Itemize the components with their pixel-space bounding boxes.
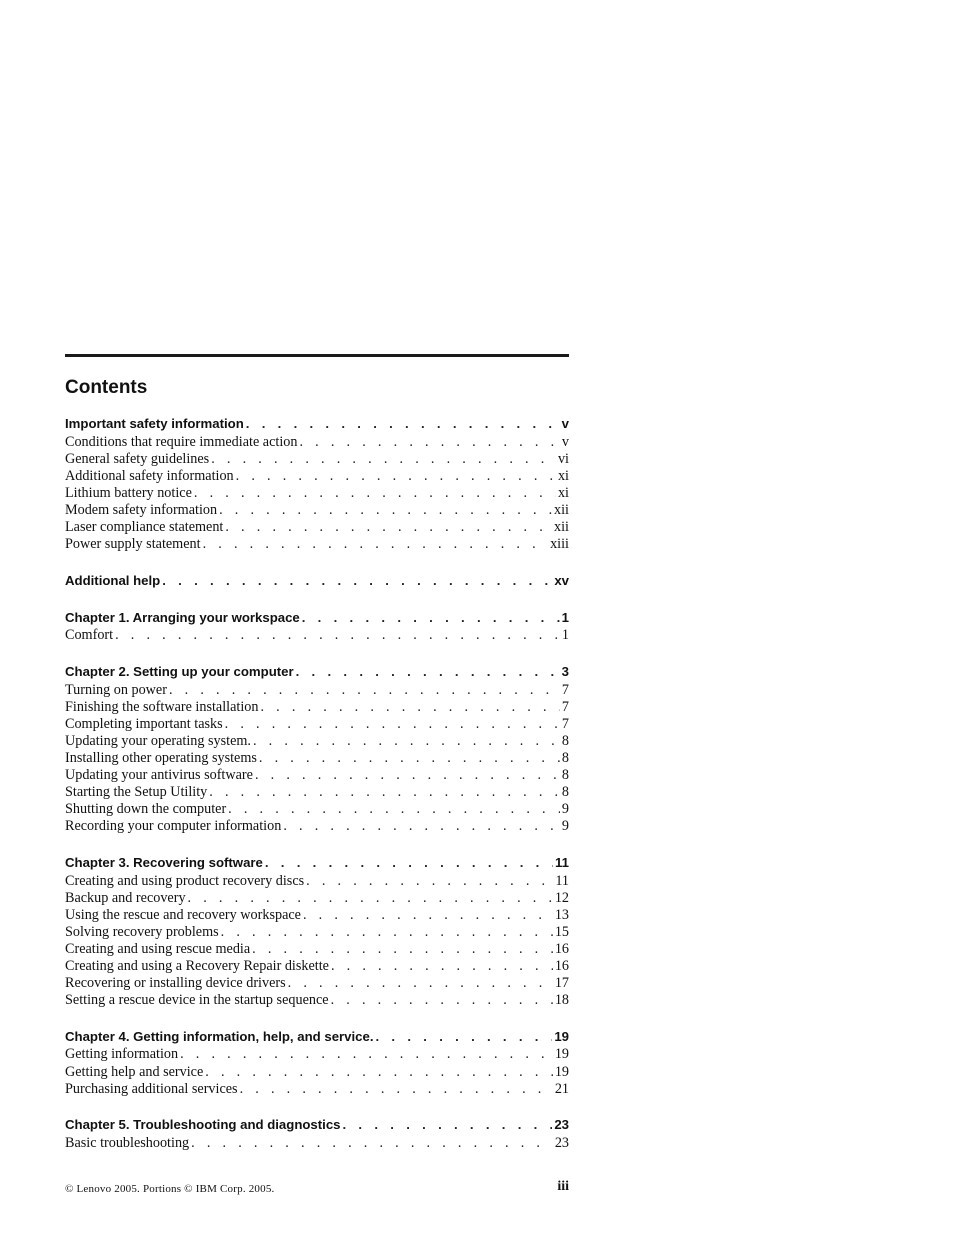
toc-entry-label: Basic troubleshooting <box>65 1134 190 1151</box>
toc-entry-label: Updating your antivirus software <box>65 767 253 784</box>
dot-leader <box>203 1064 553 1081</box>
toc-entry-label: Completing important tasks <box>65 715 223 732</box>
dot-leader <box>207 784 560 801</box>
toc-page-number: 23 <box>554 1134 569 1151</box>
toc-entry-label: Modem safety information <box>65 501 218 518</box>
toc-page-number: 7 <box>561 681 569 698</box>
toc-entry-label: Getting help and service <box>65 1063 204 1080</box>
toc-page-number: 1 <box>561 609 569 625</box>
dot-leader <box>258 699 559 716</box>
toc-page-number: 11 <box>555 854 569 870</box>
toc-entry[interactable] <box>65 682 569 699</box>
toc-page-number: 19 <box>554 1046 569 1063</box>
toc-entry-label: Important safety information <box>65 416 244 431</box>
toc-section-heading[interactable] <box>65 1028 569 1047</box>
toc-entry[interactable] <box>65 873 569 890</box>
toc-section-heading[interactable] <box>65 854 569 873</box>
toc-entry-label: Installing other operating systems <box>65 750 257 766</box>
dot-leader <box>301 907 553 924</box>
toc-page-number: xi <box>557 484 569 501</box>
toc-section <box>65 663 569 835</box>
dot-leader <box>250 941 553 958</box>
toc-page-number: 19 <box>554 1028 569 1044</box>
toc-entry[interactable] <box>65 627 569 644</box>
toc-page-number: 11 <box>555 872 569 889</box>
toc-page-number: 9 <box>561 818 569 835</box>
toc-entry-label: Recovering or installing device drivers <box>65 975 286 992</box>
toc-entry-label: Recording your computer information <box>65 818 282 835</box>
toc-entry[interactable] <box>65 699 569 716</box>
toc-entry-label: Power supply statement <box>65 536 201 553</box>
toc-entry-label: Comfort <box>65 627 114 644</box>
dot-leader <box>201 536 549 553</box>
dot-leader <box>304 873 553 890</box>
toc-page-number: 19 <box>554 1063 569 1080</box>
toc-entry-label: Creating and using a Recovery Repair diskette <box>65 958 329 975</box>
toc-section <box>65 854 569 1009</box>
toc-page-number: v <box>561 416 569 431</box>
dot-leader <box>223 716 560 733</box>
toc-entry-label: Updating your operating system. <box>65 732 251 749</box>
toc-entry[interactable] <box>65 434 569 451</box>
toc-page-number: 9 <box>561 801 569 818</box>
dot-leader <box>257 750 560 767</box>
toc-entry[interactable] <box>65 1046 569 1063</box>
toc-entry-label: Setting a rescue device in the startup sequence <box>65 992 329 1009</box>
toc-entry-label: Chapter 5. Troubleshooting and diagnostics <box>65 1117 341 1133</box>
toc-entry[interactable] <box>65 716 569 733</box>
page-number: iii <box>557 1179 569 1194</box>
toc-page-number: xiii <box>550 536 569 553</box>
dot-leader <box>223 519 552 536</box>
toc-section-heading[interactable] <box>65 415 569 434</box>
dot-leader <box>189 1135 553 1152</box>
toc-entry-label: Using the rescue and recovery workspace <box>65 906 301 923</box>
dot-leader <box>253 767 560 784</box>
toc-entry-label: Purchasing additional services <box>65 1080 238 1097</box>
toc-entry-label: Chapter 4. Getting information, help, and service. <box>65 1028 374 1044</box>
toc-page-number: 7 <box>561 715 569 732</box>
toc-entry[interactable] <box>65 519 569 536</box>
toc-entry[interactable] <box>65 924 569 941</box>
toc-entry-label: Creating and using product recovery discs <box>65 872 305 889</box>
toc-entry[interactable] <box>65 451 569 468</box>
toc-section-heading[interactable] <box>65 609 569 628</box>
table-of-contents <box>65 415 569 1170</box>
dot-leader <box>286 975 553 992</box>
dot-leader <box>113 627 560 644</box>
toc-entry-label: Chapter 1. Arranging your workspace <box>65 609 300 625</box>
toc-page-number: 21 <box>554 1080 569 1097</box>
toc-entry-label: Shutting down the computer <box>65 801 227 818</box>
toc-entry-label: Starting the Setup Utility <box>65 784 208 801</box>
dot-leader <box>281 818 560 835</box>
toc-entry-label: Backup and recovery <box>65 889 186 906</box>
toc-entry[interactable] <box>65 485 569 502</box>
toc-entry[interactable] <box>65 907 569 924</box>
toc-section <box>65 415 569 553</box>
toc-entry-label: Conditions that require immediate action <box>65 433 298 450</box>
toc-page-number: 16 <box>554 940 569 957</box>
dot-leader <box>238 1081 553 1098</box>
toc-page-number: 1 <box>561 627 569 644</box>
toc-entry-label: Chapter 3. Recovering software <box>65 854 263 870</box>
dot-leader <box>186 890 553 907</box>
toc-entry-label: Finishing the software installation <box>65 698 259 715</box>
copyright-notice: © Lenovo 2005. Portions © IBM Corp. 2005. <box>65 1183 275 1195</box>
dot-leader <box>209 451 556 468</box>
toc-entry[interactable] <box>65 733 569 750</box>
toc-entry[interactable] <box>65 767 569 784</box>
toc-page-number: 12 <box>554 889 569 906</box>
toc-section <box>65 1116 569 1152</box>
dot-leader <box>341 1116 553 1135</box>
toc-entry-label: Solving recovery problems <box>65 923 219 940</box>
toc-page-number: vi <box>557 450 569 467</box>
toc-entry-label: Getting information <box>65 1046 179 1063</box>
top-rule <box>65 354 569 357</box>
toc-entry[interactable] <box>65 536 569 553</box>
toc-page-number: 17 <box>554 975 569 992</box>
dot-leader <box>219 924 553 941</box>
dot-leader <box>178 1046 553 1063</box>
toc-entry-label: Additional safety information <box>65 467 234 484</box>
toc-section-heading[interactable] <box>65 1116 569 1135</box>
toc-entry[interactable] <box>65 468 569 485</box>
toc-page-number: 16 <box>554 958 569 975</box>
toc-entry-label: Turning on power <box>65 681 167 698</box>
dot-leader <box>329 992 553 1009</box>
dot-leader <box>374 1028 553 1047</box>
dot-leader <box>263 854 553 873</box>
toc-entry-label: Laser compliance statement <box>65 519 224 536</box>
toc-page-number: 8 <box>561 767 569 784</box>
dot-leader <box>192 485 556 502</box>
toc-entry[interactable] <box>65 502 569 519</box>
dot-leader <box>297 434 559 451</box>
dot-leader <box>300 609 560 628</box>
toc-entry[interactable] <box>65 992 569 1009</box>
toc-section <box>65 609 569 645</box>
dot-leader <box>160 572 552 591</box>
toc-page-number: xv <box>554 572 569 588</box>
toc-page-number: xii <box>554 501 569 518</box>
toc-entry[interactable] <box>65 801 569 818</box>
toc-entry-label: Creating and using rescue media <box>65 940 251 957</box>
toc-page-number: 7 <box>561 698 569 715</box>
toc-entry[interactable] <box>65 1081 569 1098</box>
toc-entry[interactable] <box>65 818 569 835</box>
toc-page-number: 8 <box>561 732 569 749</box>
toc-entry[interactable] <box>65 941 569 958</box>
toc-entry[interactable] <box>65 890 569 907</box>
toc-page-number: 13 <box>554 906 569 923</box>
toc-entry[interactable] <box>65 1135 569 1152</box>
dot-leader <box>329 958 553 975</box>
toc-entry[interactable] <box>65 1064 569 1081</box>
toc-entry[interactable] <box>65 975 569 992</box>
dot-leader <box>244 415 560 434</box>
toc-section-heading[interactable] <box>65 572 569 591</box>
dot-leader <box>234 468 556 485</box>
document-page <box>65 0 569 1235</box>
toc-page-number: 8 <box>561 750 569 766</box>
toc-entry-label: Additional help <box>65 572 161 588</box>
page-title: Contents <box>65 377 148 398</box>
toc-section-heading[interactable] <box>65 663 569 682</box>
toc-page-number: 18 <box>554 992 569 1009</box>
dot-leader <box>217 502 552 519</box>
toc-page-number: 15 <box>554 923 569 940</box>
toc-entry-label: Lithium battery notice <box>65 484 192 501</box>
toc-entry[interactable] <box>65 750 569 767</box>
toc-page-number: 3 <box>561 664 569 680</box>
toc-page-number: 23 <box>554 1117 569 1133</box>
toc-page-number: xi <box>557 467 569 484</box>
toc-section <box>65 1028 569 1098</box>
dot-leader <box>226 801 560 818</box>
toc-entry[interactable] <box>65 784 569 801</box>
toc-page-number: v <box>561 433 569 450</box>
dot-leader <box>294 663 560 682</box>
toc-page-number: 8 <box>561 784 569 801</box>
toc-entry-label: Chapter 2. Setting up your computer <box>65 664 294 680</box>
toc-entry-label: General safety guidelines <box>65 450 210 467</box>
toc-section <box>65 572 569 591</box>
toc-entry[interactable] <box>65 958 569 975</box>
toc-page-number: xii <box>554 519 569 536</box>
dot-leader <box>167 682 560 699</box>
dot-leader <box>251 733 560 750</box>
